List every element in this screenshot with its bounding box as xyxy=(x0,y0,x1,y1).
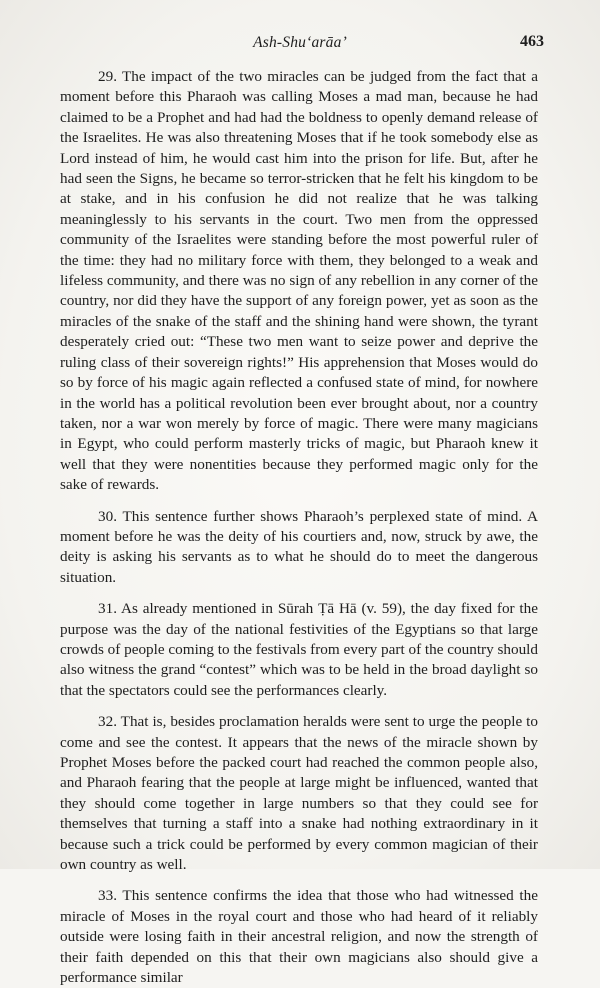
body-text xyxy=(60,67,538,988)
note-text: That is, besides proclamation heralds were sent to urge the people to come and see the contest. It appears that the news of the miracle shown by Prophet Moses before the packed court had reached the common people also, and Pharaoh fearing that the people at large might be influenced, wanted that they should come together in large numbers so that they could see for themselves that turning a staff into a snake had nothing extraordinary in it because such a trick could be performed by every common magician of their own country as well. xyxy=(60,713,538,874)
note-paragraph-29 xyxy=(60,67,538,496)
note-paragraph-31 xyxy=(60,599,538,701)
note-number: 32. xyxy=(98,713,117,731)
note-text: This sentence confirms the idea that those who had witnessed the miracle of Moses in the royal court and those who had heard of it reliably outside were losing faith in their ancestral religion, and now the strength of their faith depended on this that their own magicians also should give a performance similar xyxy=(60,887,538,987)
note-number: 31. xyxy=(98,600,117,618)
note-text: As already mentioned in Sūrah Ṭā Hā (v. 59), the day fixed for the purpose was the day of the national festivities of the Egyptians so that large crowds of people coming to the festivals from every part of the country should also witness the grand “contest” which was to be held in the broad daylight so that the spectators could see the performances clearly. xyxy=(60,600,538,699)
note-text: The impact of the two miracles can be judged from the fact that a moment before this Pharaoh was calling Moses a mad man, because he had claimed to be a Prophet and had had the boldness to openly demand release of the Israelites. He was also threatening Moses that if he took somebody else as Lord instead of him, he would cast him into the prison for life. But, after he had seen the Signs, he became so terror-stricken that he felt his kingdom to be at stake, and in his confusion he did not realize that he was talking meaninglessly to his servants in the court. Two men from the oppressed community of the Israelites were standing before the most powerful ruler of the time: they had no military force with them, they belonged to a weak and lifeless community, and there was no sign of any rebellion in any corner of the country, nor did they have the support of any foreign power, yet as soon as the miracles of the snake of the staff and the shining hand were shown, the tyrant desperately cried out: “These two men want to seize power and deprive the ruling class of their sovereign rights!” His apprehension that Moses would do so by force of his magic again reflected a confused state of mind, for nowhere in the world has a political revolution been ever brought about, nor a country taken, nor a war won merely by force of magic. There were many magicians in Egypt, who could perform masterly tricks of magic, but Pharaoh knew it well that they were nonentities because they performed magic only for the sake of rewards. xyxy=(60,68,538,494)
note-paragraph-32 xyxy=(60,712,538,875)
running-title: Ash-Shu‘arāa’ xyxy=(253,34,347,51)
note-text: This sentence further shows Pharaoh’s perplexed state of mind. A moment before he was the deity of his courtiers and, now, struck by awe, the deity is asking his servants as to what he should do to meet the dangerous situation. xyxy=(60,507,538,586)
page-number: 463 xyxy=(520,33,544,50)
note-number: 29. xyxy=(98,68,117,85)
note-number: 33. xyxy=(98,887,117,905)
note-number: 30. xyxy=(98,507,117,525)
note-paragraph-33 xyxy=(60,886,538,988)
note-paragraph-30 xyxy=(60,507,538,589)
